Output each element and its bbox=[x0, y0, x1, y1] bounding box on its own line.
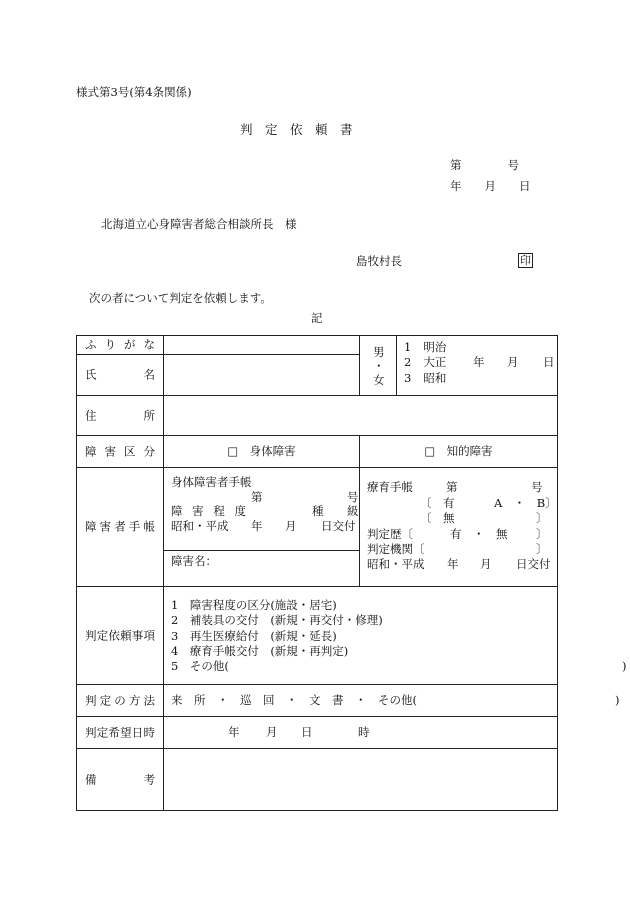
request-label-char: 定 bbox=[96, 627, 109, 642]
ryoiku-go: 号 bbox=[531, 480, 543, 494]
furigana-char: が bbox=[124, 337, 136, 352]
desired-date-label-char: 希 bbox=[108, 724, 120, 739]
furigana-char: な bbox=[143, 337, 155, 352]
physical-date-issue: 日交付 bbox=[321, 519, 356, 533]
method-options-cell[interactable] bbox=[164, 685, 620, 717]
degree-char: 障 bbox=[171, 504, 183, 518]
address-field[interactable] bbox=[164, 396, 558, 436]
sex-male: 男 bbox=[373, 345, 385, 359]
sex-female: 女 bbox=[373, 373, 385, 387]
desired-month-unit: 月 bbox=[266, 725, 278, 739]
degree-char: 害 bbox=[192, 504, 204, 518]
desired-date-label-char: 定 bbox=[96, 724, 109, 739]
ryoiku-grades: A ・ B〕 bbox=[494, 496, 557, 510]
physical-level: 級 bbox=[347, 504, 359, 518]
disability-name-label: 障害名： bbox=[171, 554, 217, 568]
ki-mark: 記 bbox=[311, 311, 323, 325]
ryoiku-date-issue: 日交付 bbox=[516, 557, 551, 571]
request-other-close: ) bbox=[622, 659, 627, 673]
birth-day-unit: 日 bbox=[543, 355, 555, 369]
ryoiku-bracket-close: 〕 bbox=[536, 511, 548, 525]
request-label-char: 事 bbox=[131, 627, 144, 642]
era-name: 大正 bbox=[423, 355, 447, 369]
method-label-char: の bbox=[114, 692, 126, 707]
desired-hour-unit: 時 bbox=[358, 725, 370, 739]
ryoiku-date-year: 年 bbox=[447, 557, 459, 571]
furigana-field[interactable] bbox=[164, 336, 360, 355]
handbook-label-char: 障 bbox=[85, 519, 97, 534]
page-title: 判 定 依 頼 書 bbox=[240, 122, 353, 137]
era-name: 昭和 bbox=[423, 371, 447, 385]
request-items-cell[interactable] bbox=[164, 587, 627, 685]
form-number: 様式第3号(第4条関係) bbox=[76, 85, 192, 99]
ryoiku-agency-label: 判定機関〔 bbox=[367, 542, 425, 556]
sex-separator: ・ bbox=[373, 359, 385, 373]
category-label-char: 障 bbox=[85, 443, 97, 458]
physical-handbook-cell[interactable] bbox=[164, 468, 360, 551]
physical-date-year: 年 bbox=[251, 519, 263, 533]
ryoiku-handbook-cell[interactable] bbox=[360, 468, 558, 587]
ryoiku-history-label: 判定歴〔 bbox=[367, 527, 413, 541]
document-number: 第 号 bbox=[450, 158, 519, 172]
address-label-char: 所 bbox=[143, 407, 155, 422]
handbook-label-char: 手 bbox=[128, 519, 141, 534]
ryoiku-history-options: 有 ・ 無 bbox=[450, 527, 508, 541]
desired-date-cell[interactable] bbox=[164, 717, 558, 749]
method-label-char: 定 bbox=[99, 692, 112, 707]
physical-degree-label bbox=[171, 506, 246, 518]
category-label-cell bbox=[77, 436, 164, 468]
era-num: 3 bbox=[404, 371, 412, 385]
address-label-cell bbox=[77, 396, 164, 436]
ryoiku-dai: 第 bbox=[446, 480, 458, 494]
method-other-close: ) bbox=[615, 693, 620, 707]
name-label-char: 氏 bbox=[85, 367, 97, 382]
remarks-label-cell bbox=[77, 749, 164, 811]
ryoiku-agency-close: 〕 bbox=[536, 542, 548, 556]
era-num: 1 bbox=[404, 340, 412, 354]
physical-date-prefix: 昭和・平成 bbox=[171, 519, 229, 533]
category-physical-option[interactable] bbox=[164, 436, 360, 468]
category-label-char: 分 bbox=[143, 443, 155, 458]
physical-dai: 第 bbox=[251, 490, 263, 504]
seal-text: 印 bbox=[520, 254, 531, 267]
request-item: 2 補装具の交付 (新規・再交付・修理) bbox=[171, 613, 383, 627]
document-date: 年 月 日 bbox=[450, 179, 531, 193]
name-label-cell bbox=[77, 355, 164, 396]
address-label-char: 住 bbox=[85, 407, 97, 422]
request-item: 5 その他( bbox=[171, 659, 229, 673]
physical-handbook-title: 身体障害者手帳 bbox=[171, 475, 252, 489]
method-label-char: 法 bbox=[143, 692, 155, 707]
birth-month-unit: 月 bbox=[507, 355, 519, 369]
category-intellectual-option[interactable] bbox=[360, 436, 558, 468]
name-label-char: 名 bbox=[143, 367, 155, 382]
ryoiku-has: 〔 有 bbox=[420, 496, 455, 510]
degree-char: 度 bbox=[234, 504, 246, 518]
remarks-label-char: 備 bbox=[85, 771, 97, 786]
category-intellectual-label: □ 知的障害 bbox=[424, 443, 493, 458]
remarks-field[interactable] bbox=[164, 749, 558, 811]
era-num: 2 bbox=[404, 355, 412, 369]
desired-year-unit: 年 bbox=[228, 725, 240, 739]
handbook-label-char: 害 bbox=[99, 519, 112, 534]
era-name: 明治 bbox=[423, 340, 447, 354]
physical-go: 号 bbox=[347, 490, 359, 504]
request-label-char: 依 bbox=[108, 627, 120, 642]
sex-cell[interactable] bbox=[360, 336, 397, 396]
request-form-table bbox=[76, 335, 627, 811]
ryoiku-none: 〔 無 bbox=[420, 511, 455, 525]
addressee: 北海道立心身障害者総合相談所長 様 bbox=[101, 217, 297, 231]
request-label-cell bbox=[77, 587, 164, 685]
handbook-label-char: 帳 bbox=[143, 519, 155, 534]
sender: 島牧村長 bbox=[356, 254, 402, 268]
ryoiku-date-prefix: 昭和・平成 bbox=[367, 557, 425, 571]
method-label-char: 判 bbox=[85, 692, 97, 707]
request-item: 1 障害程度の区分(施設・居宅) bbox=[171, 598, 337, 612]
physical-date-month: 月 bbox=[285, 519, 297, 533]
handbook-label-cell bbox=[77, 468, 164, 587]
request-label-char: 項 bbox=[143, 627, 155, 642]
method-label-char: 方 bbox=[128, 692, 141, 707]
ryoiku-date-month: 月 bbox=[480, 557, 492, 571]
furigana-char: ふ bbox=[85, 337, 97, 352]
desired-day-unit: 日 bbox=[301, 725, 313, 739]
physical-grade: 種 bbox=[312, 504, 324, 518]
desired-date-label-char: 日 bbox=[131, 724, 144, 739]
disability-name-cell[interactable] bbox=[164, 551, 360, 587]
remarks-label-char: 考 bbox=[143, 771, 155, 786]
request-item: 4 療育手帳交付 (新規・再判定) bbox=[171, 644, 349, 658]
category-physical-label: □ 身体障害 bbox=[227, 443, 296, 458]
desired-date-label-char: 望 bbox=[120, 724, 132, 739]
furigana-label-cell bbox=[77, 336, 164, 355]
category-label-char: 区 bbox=[124, 443, 136, 458]
ryoiku-history-close: 〕 bbox=[536, 527, 548, 541]
method-options: 来 所 ・ 巡 回 ・ 文 書 ・ その他( bbox=[171, 693, 417, 707]
birth-year-unit: 年 bbox=[473, 355, 485, 369]
seal-mark bbox=[518, 253, 533, 268]
degree-char: 程 bbox=[213, 504, 225, 518]
desired-date-label-char: 時 bbox=[143, 724, 155, 739]
furigana-char: り bbox=[104, 337, 116, 352]
birthdate-cell[interactable] bbox=[397, 336, 558, 396]
category-label-char: 害 bbox=[104, 443, 116, 458]
method-label-cell bbox=[77, 685, 164, 717]
name-field[interactable] bbox=[164, 355, 360, 396]
desired-date-label-char: 判 bbox=[85, 724, 97, 739]
desired-date-label-cell bbox=[77, 717, 164, 749]
intro-text: 次の者について判定を依頼します。 bbox=[89, 291, 272, 305]
request-label-char: 頼 bbox=[120, 627, 132, 642]
request-label-char: 判 bbox=[85, 627, 97, 642]
handbook-label-char: 者 bbox=[114, 519, 126, 534]
request-item: 3 再生医療給付 (新規・延長) bbox=[171, 629, 337, 643]
ryoiku-title: 療育手帳 bbox=[367, 480, 413, 494]
